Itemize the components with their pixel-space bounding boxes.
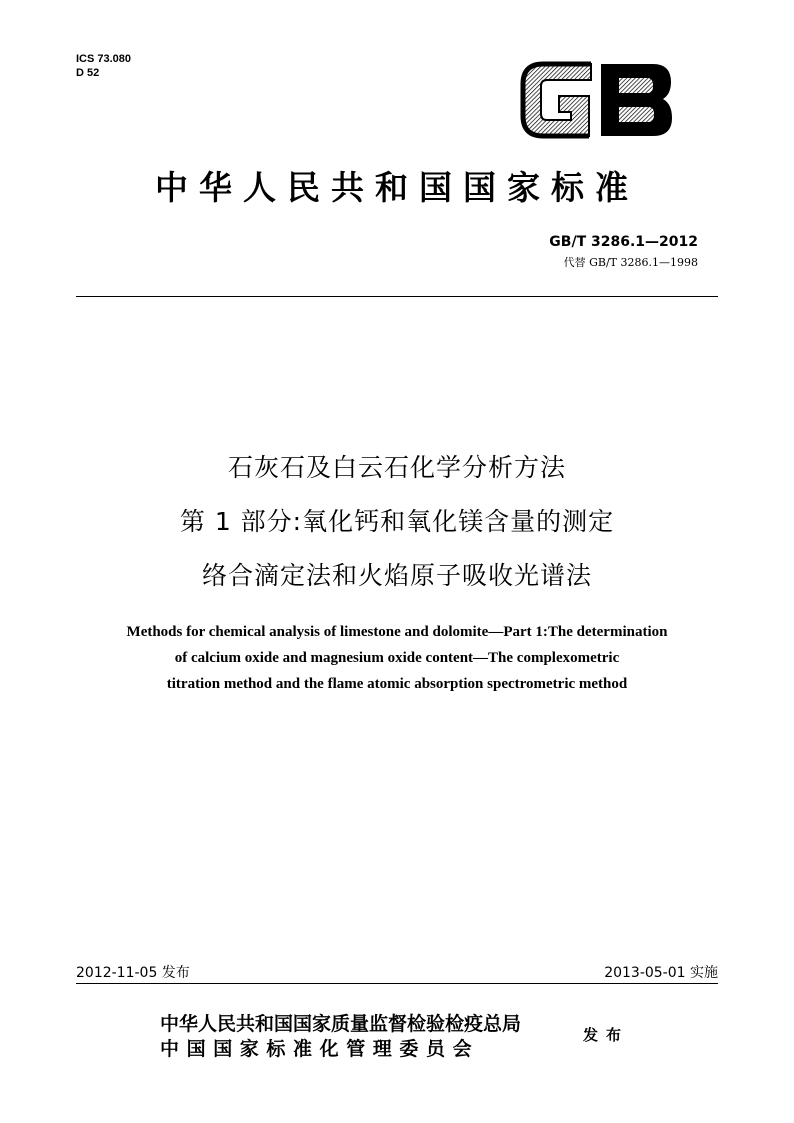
title-en-line-1: Methods for chemical analysis of limestone and dolomite—Part 1:The determination bbox=[126, 624, 668, 640]
issue-date: 2012-11-05 发布 bbox=[76, 965, 190, 981]
publish-label: 发布 bbox=[583, 1026, 630, 1044]
title-cn-line-2: 第 1 部分:氧化钙和氧化镁含量的测定 bbox=[179, 507, 615, 536]
publisher-1: 中华人民共和国国家质量监督检验检疫总局 bbox=[160, 1013, 522, 1035]
title-cn-line-1: 石灰石及白云石化学分析方法 bbox=[227, 453, 566, 482]
publisher-block bbox=[160, 1012, 521, 1062]
gb-logo-icon bbox=[519, 58, 675, 142]
implementation-date: 2013-05-01 实施 bbox=[604, 965, 718, 981]
title-cn-line-3: 络合滴定法和火焰原子吸收光谱法 bbox=[201, 561, 592, 590]
title-en-line-3: titration method and the flame atomic absorption spectrometric method bbox=[166, 676, 628, 692]
title-en-line-2: of calcium oxide and magnesium oxide content—The complexometric bbox=[174, 650, 620, 666]
ics-code: ICS 73.080 bbox=[76, 53, 132, 65]
issuer-title: 中华人民共和国国家标准 bbox=[155, 168, 639, 207]
standard-number: GB/T 3286.1—2012 bbox=[549, 234, 698, 250]
publisher-2: 中国国家标准化管理委员会 bbox=[160, 1038, 480, 1060]
header-divider bbox=[76, 296, 718, 297]
ccs-code: D 52 bbox=[76, 67, 100, 79]
classification-codes bbox=[76, 52, 131, 80]
replaces-standard: 代替 GB/T 3286.1—1998 bbox=[563, 256, 698, 269]
footer-divider bbox=[76, 983, 718, 984]
